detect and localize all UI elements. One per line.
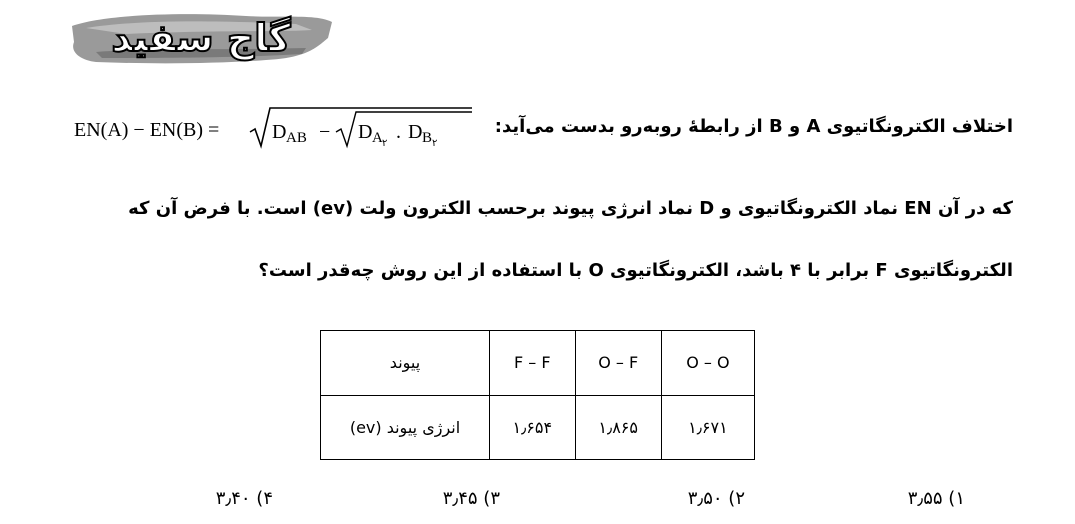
question-line-3: الکترونگاتیوی F برابر با ۴ باشد، الکترونگاتیوی O با استفاده از این روش چه‌قدر است؟: [258, 260, 1013, 281]
table-row-bonds: [321, 331, 755, 396]
option-3[interactable]: ۳) ۳٫۴۵: [442, 488, 500, 509]
formula-lhs: EN(A) − EN(B) =: [74, 119, 220, 141]
formula-minus: −: [319, 121, 331, 143]
formula-sub2-b: ۲: [432, 138, 438, 149]
bond-header-label: پیوند: [321, 331, 490, 396]
option-1[interactable]: ۱) ۳٫۵۵: [907, 488, 965, 509]
formula-d-ab-sub: AB: [286, 130, 307, 146]
option-2[interactable]: ۲) ۳٫۵۰: [687, 488, 745, 509]
formula-d-b2: D: [408, 121, 423, 143]
bond-cell-f-f: F – F: [490, 331, 576, 396]
energy-cell-f-f: ۱٫۶۵۴: [490, 395, 576, 460]
logo-text: گاج سفید: [111, 16, 291, 60]
inner-radical-sign: [336, 112, 472, 146]
bond-cell-o-f: O – F: [575, 331, 661, 396]
formula-d-a2-sub: A: [372, 130, 383, 146]
formula-d-ab: D: [272, 121, 287, 143]
formula-sub2-a: ۲: [382, 138, 388, 149]
bond-cell-o-o: O – O: [661, 331, 754, 396]
formula-svg: [74, 104, 494, 154]
formula-d-b2-sub: B: [422, 130, 433, 146]
energy-cell-o-f: ۱٫۸۶۵: [575, 395, 661, 460]
energy-header-label: انرژی پیوند (ev): [321, 395, 490, 460]
table-row-energies: [321, 395, 755, 460]
option-4[interactable]: ۴) ۳٫۴۰: [215, 488, 273, 509]
formula-dot: .: [396, 121, 401, 143]
question-line-1: اختلاف الکترونگاتیوی A و B از رابطهٔ روبه‌رو بدست می‌آید:: [494, 116, 1013, 137]
formula-d-a2: D: [358, 121, 373, 143]
answer-options: [0, 488, 1075, 514]
publisher-logo: [66, 8, 336, 68]
energy-cell-o-o: ۱٫۶۷۱: [661, 395, 754, 460]
question-line-2: که در آن EN نماد الکترونگاتیوی و D نماد انرژی پیوند برحسب الکترون ولت (ev) است. با فرض آن که: [128, 198, 1013, 219]
bond-energy-table: [320, 330, 755, 460]
